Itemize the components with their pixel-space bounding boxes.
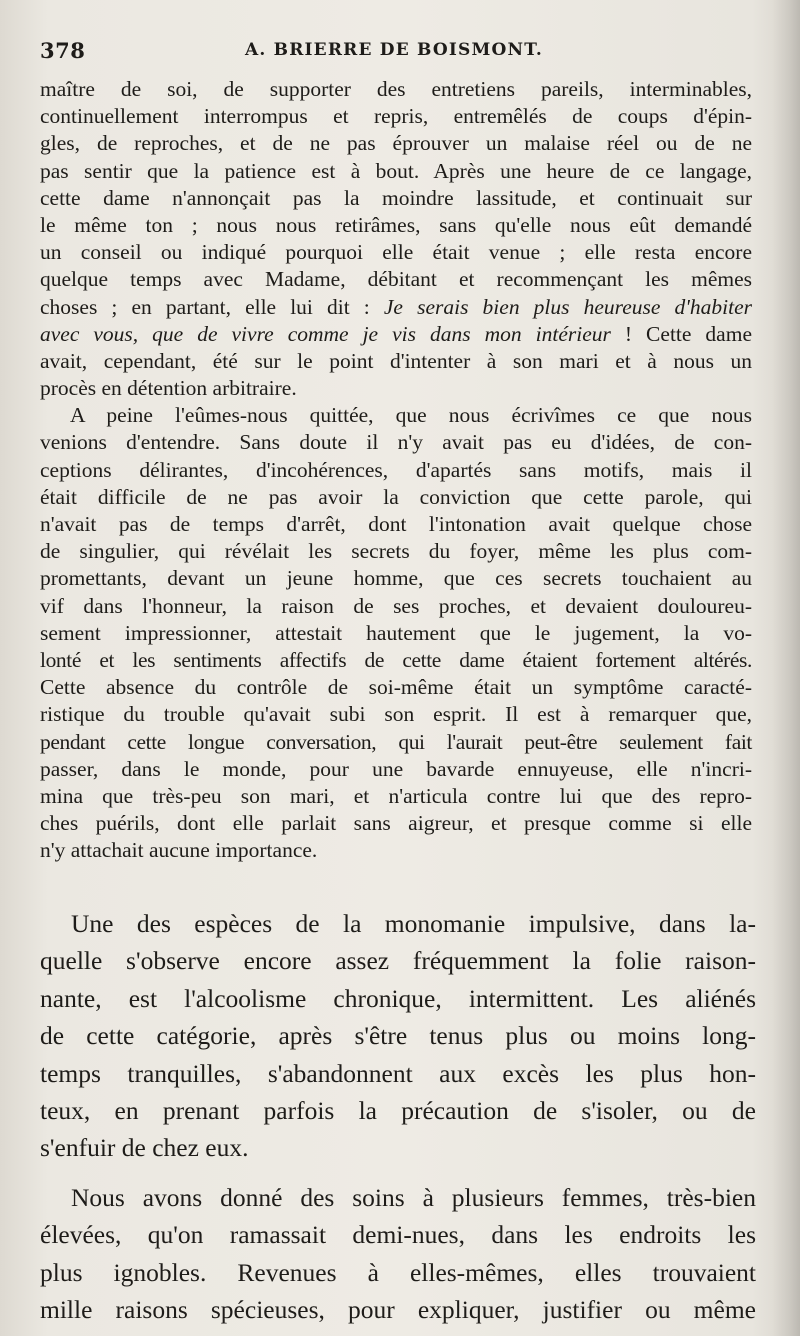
italic-quote: Je serais bien plus heureuse d'habiter	[383, 294, 752, 319]
text-line: sement impressionner, attestait hautement que le jugement, la vo-	[40, 620, 752, 645]
text-line: n'avait pas de temps d'arrêt, dont l'intonation avait quelque chose	[40, 512, 752, 536]
text-line: était difficile de ne pas avoir la conviction que cette parole, qui	[40, 484, 752, 509]
text-line: Cette absence du contrôle de soi-même était un symptôme caracté-	[40, 675, 752, 700]
text-line: quelque temps avec Madame, débitant et recommençant les mêmes	[40, 267, 752, 292]
text-line: quelle s'observe encore assez fréquemment la folie raison-	[40, 946, 756, 976]
text-line: procès en détention arbitraire.	[40, 376, 297, 401]
text-line: pas sentir que la patience est à bout. Après une heure de ce langage,	[40, 158, 752, 183]
text-line: Une des espèces de la monomanie impulsive, dans la-	[71, 909, 756, 938]
page-header	[40, 38, 770, 70]
text-line: de cette catégorie, après s'être tenus plus ou moins long-	[40, 1021, 756, 1051]
text-line: avait, cependant, été sur le point d'intenter à son mari et à nous un	[40, 348, 752, 373]
text-line: vif dans l'honneur, la raison de ses proches, et devaient douloureu-	[40, 593, 752, 618]
text-line: A peine l'eûmes-nous quittée, que nous écrivîmes ce que nous	[70, 403, 752, 428]
paragraph	[40, 1179, 756, 1329]
text-line: élevées, qu'on ramassait demi-nues, dans les endroits les	[40, 1220, 756, 1250]
paragraph	[40, 76, 752, 402]
text-line: venions d'entendre. Sans doute il n'y avait pas eu d'idées, de con-	[40, 430, 752, 455]
text-line: ristique du trouble qu'avait subi son esprit. Il est à remarquer que,	[40, 702, 752, 727]
text-line: Nous avons donné des soins à plusieurs femmes, très-bien	[71, 1182, 756, 1212]
text-line: le même ton ; nous nous retirâmes, sans qu'elle nous eût demandé	[40, 212, 752, 237]
text-line: plus ignobles. Revenues à elles-mêmes, elles trouvaient	[40, 1257, 756, 1287]
text-line: de singulier, qui révélait les secrets du foyer, même les plus com-	[40, 539, 752, 564]
text-line: promettants, devant un jeune homme, que ces secrets touchaient au	[40, 566, 752, 591]
text-line: lonté et les sentiments affectifs de cette dame étaient fortement altérés.	[40, 647, 752, 672]
paragraph	[40, 905, 756, 1167]
text-line: ches puérils, dont elle parlait sans aigreur, et presque comme si elle	[40, 811, 752, 836]
text-line	[40, 294, 752, 321]
body-small-text	[40, 76, 752, 864]
text-line: pendant cette longue conversation, qui l'aurait peut-être seulement fait	[40, 729, 752, 754]
text-segment: choses ; en partant, elle lui dit :	[40, 294, 384, 319]
text-line: un conseil ou indiqué pourquoi elle était venue ; elle resta encore	[40, 240, 752, 265]
text-line: ceptions délirantes, d'incohérences, d'apartés sans motifs, mais il	[40, 457, 752, 482]
paragraph-gap	[40, 1167, 756, 1179]
text-line: mina que très-peu son mari, et n'articula contre lui que des repro-	[40, 783, 752, 808]
text-line	[40, 321, 752, 348]
text-segment: ! Cette dame	[610, 321, 752, 346]
text-line: cette dame n'annonçait pas la moindre lassitude, et continuait sur	[40, 185, 752, 210]
text-line: teux, en prenant parfois la précaution de s'isoler, ou de	[40, 1095, 756, 1125]
body-large-text	[40, 905, 756, 1328]
page-edge-shadow	[772, 0, 800, 1336]
text-line: s'enfuir de chez eux.	[40, 1133, 249, 1163]
text-line: continuellement interrompus et repris, entremêlés de coups d'épin-	[40, 104, 752, 129]
text-line: maître de soi, de supporter des entretiens pareils, interminables,	[40, 77, 752, 101]
italic-quote: avec vous, que de vivre comme je vis dans mon intérieur	[40, 321, 611, 346]
text-line: mille raisons spécieuses, pour expliquer, justifier ou même	[40, 1294, 756, 1324]
text-line: passer, dans le monde, pour une bavarde ennuyeuse, elle n'incri-	[40, 756, 752, 781]
text-line: gles, de reproches, et de ne pas éprouver un malaise réel ou de ne	[40, 131, 752, 156]
text-line: nante, est l'alcoolisme chronique, intermittent. Les aliénés	[40, 983, 756, 1013]
running-head: A. BRIERRE DE BOISMONT.	[245, 40, 544, 60]
page-number: 378	[40, 38, 86, 63]
text-line: n'y attachait aucune importance.	[40, 838, 318, 863]
text-line: temps tranquilles, s'abandonnent aux excès les plus hon-	[40, 1058, 756, 1088]
paragraph	[40, 402, 752, 864]
